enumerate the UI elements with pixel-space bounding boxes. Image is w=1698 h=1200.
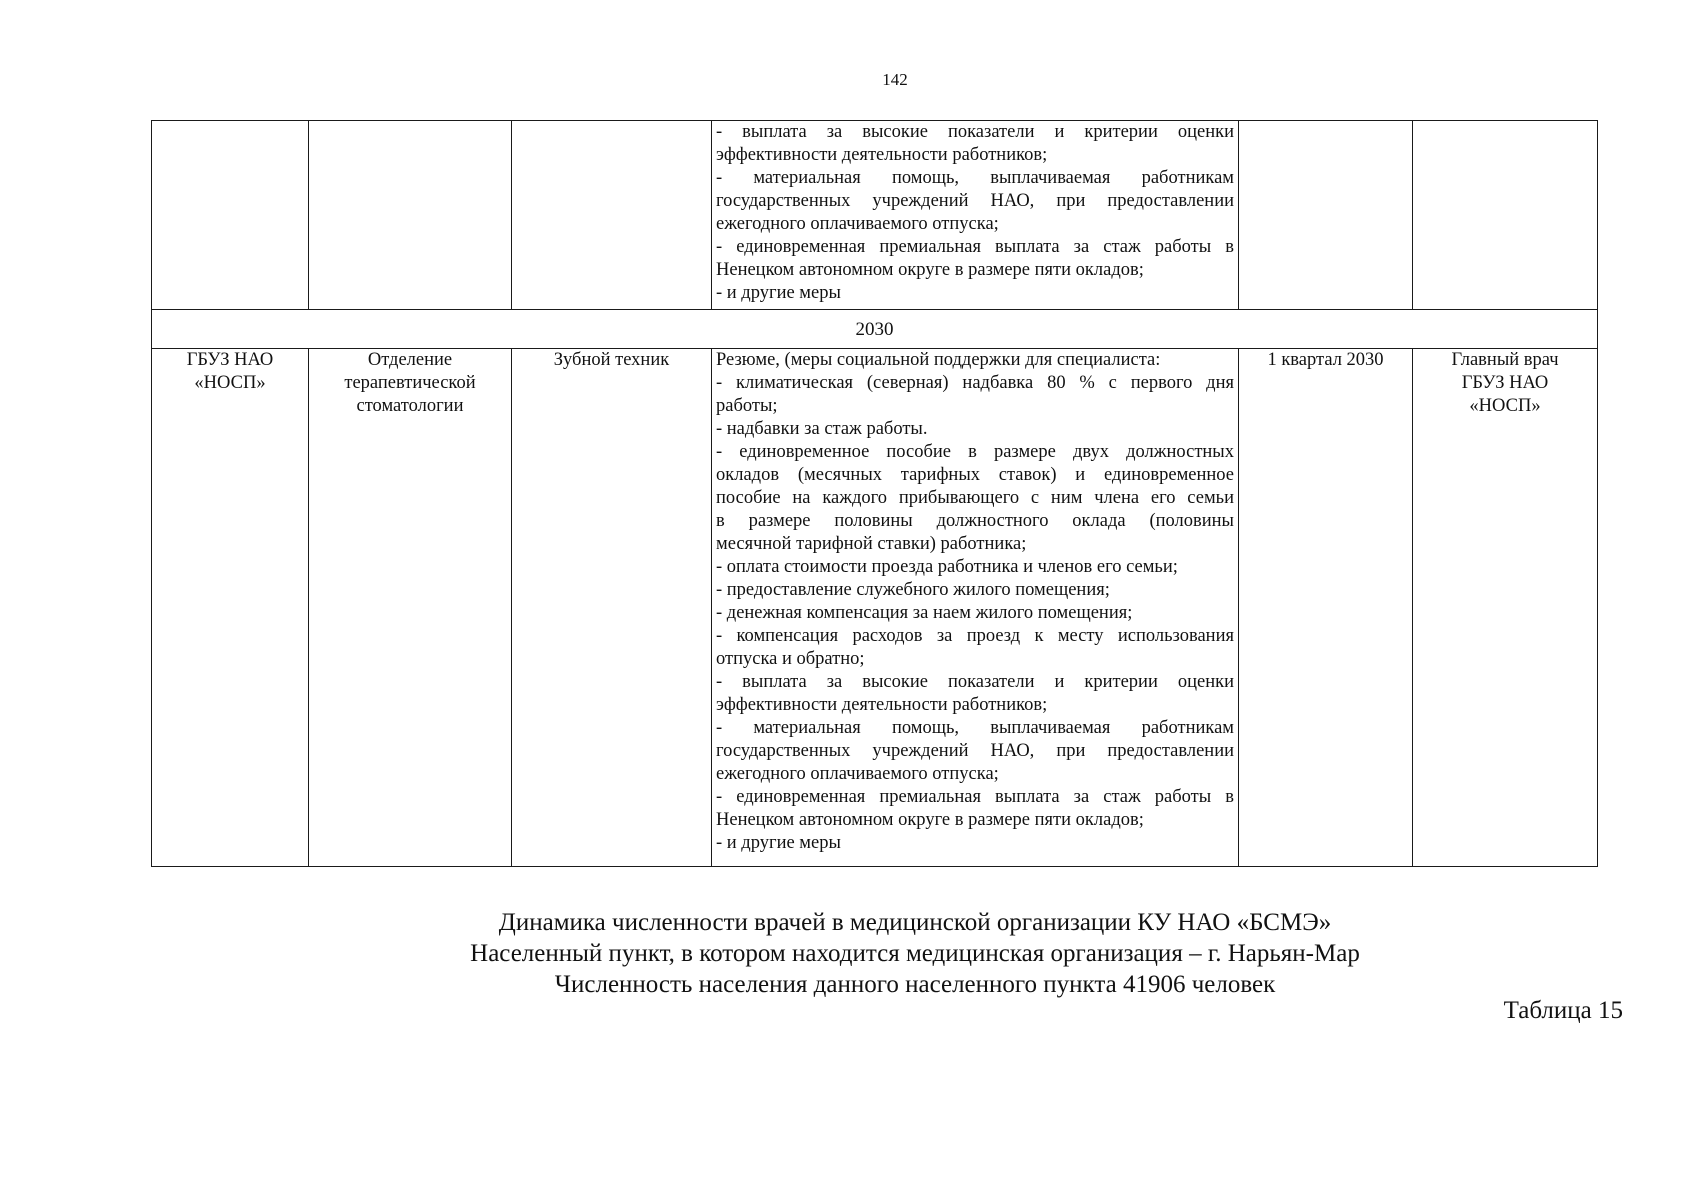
organization-cell-empty (152, 121, 309, 310)
measure-line: - единовременное пособие в размере двух должностных (716, 442, 1234, 462)
department-line: терапевтической (344, 373, 476, 393)
measure-line: - климатическая (северная) надбавка 80 % с первого дня (716, 373, 1234, 393)
organization-line: ГБУЗ НАО (186, 350, 274, 370)
position-cell-empty (512, 121, 712, 310)
measure-line: - материальная помощь, выплачиваемая работникам (716, 718, 1234, 738)
caption-title: Динамика численности врачей в медицинской организации КУ НАО «БСМЭ» (498, 909, 1332, 936)
department-cell (309, 349, 512, 867)
measure-line: - денежная компенсация за наем жилого помещения; (716, 603, 1133, 623)
measures-table (151, 120, 1598, 867)
measure-line: - единовременная премиальная выплата за стаж работы в (716, 787, 1234, 807)
caption-settlement: Населенный пункт, в котором находится медицинская организация – г. Нарьян-Мар (470, 940, 1360, 967)
measure-line: Резюме, (меры социальной поддержки для специалиста: (716, 350, 1161, 370)
measure-line: - единовременная премиальная выплата за стаж работы в (716, 237, 1234, 257)
measure-line: Ненецком автономном округе в размере пяти окладов; (716, 810, 1144, 830)
measure-line: в размере половины должностного оклада (половины (716, 511, 1234, 531)
main-measures-cell (712, 349, 1239, 867)
measure-line: ежегодного оплачиваемого отпуска; (716, 214, 999, 234)
table-label: Таблица 15 (1503, 997, 1623, 1024)
measure-line: пособие на каждого прибывающего с ним члена его семьи (716, 488, 1234, 508)
measure-line: эффективности деятельности работников; (716, 145, 1048, 165)
organization-line: «НОСП» (194, 373, 266, 393)
measure-line: - материальная помощь, выплачиваемая работникам (716, 168, 1234, 188)
measure-line: Ненецком автономном округе в размере пяти окладов; (716, 260, 1144, 280)
main-row (152, 349, 1598, 867)
continuation-row (152, 121, 1598, 310)
continuation-measures-cell (712, 121, 1239, 310)
organization-cell (152, 349, 309, 867)
responsible-line: Главный врач (1451, 350, 1559, 370)
position-cell: Зубной техник (512, 349, 712, 867)
page-number: 142 (882, 70, 908, 89)
measure-line: - выплата за высокие показатели и критерии оценки (716, 672, 1234, 692)
measure-line: работы; (716, 396, 778, 416)
measure-line: окладов (месячных тарифных ставок) и единовременное (716, 465, 1234, 485)
measure-line: - оплата стоимости проезда работника и членов его семьи; (716, 557, 1178, 577)
department-cell-empty (309, 121, 512, 310)
responsible-cell-empty (1413, 121, 1598, 310)
year-cell: 2030 (152, 310, 1598, 349)
measure-line: государственных учреждений НАО, при предоставлении (716, 741, 1234, 761)
measure-line: - выплата за высокие показатели и критерии оценки (716, 122, 1234, 142)
measure-line: - предоставление служебного жилого помещения; (716, 580, 1110, 600)
responsible-cell (1413, 349, 1598, 867)
measure-line: государственных учреждений НАО, при предоставлении (716, 191, 1234, 211)
deadline-cell-empty (1239, 121, 1413, 310)
caption-population: Численность населения данного населенного пункта 41906 человек (554, 971, 1276, 998)
measure-line: - и другие меры (716, 833, 841, 853)
measure-line: эффективности деятельности работников; (716, 695, 1048, 715)
year-row (152, 310, 1598, 349)
measure-line: отпуска и обратно; (716, 649, 865, 669)
department-line: Отделение (367, 350, 453, 370)
measure-line: - надбавки за стаж работы. (716, 419, 928, 439)
measures-table-container (151, 120, 1597, 867)
measure-line: ежегодного оплачиваемого отпуска; (716, 764, 999, 784)
responsible-line: ГБУЗ НАО (1461, 373, 1549, 393)
measure-line: - и другие меры (716, 283, 841, 303)
responsible-line: «НОСП» (1469, 396, 1541, 416)
department-line: стоматологии (356, 396, 464, 416)
deadline-cell: 1 квартал 2030 (1239, 349, 1413, 867)
measure-line: месячной тарифной ставки) работника; (716, 534, 1027, 554)
measure-line: - компенсация расходов за проезд к месту использования (716, 626, 1234, 646)
